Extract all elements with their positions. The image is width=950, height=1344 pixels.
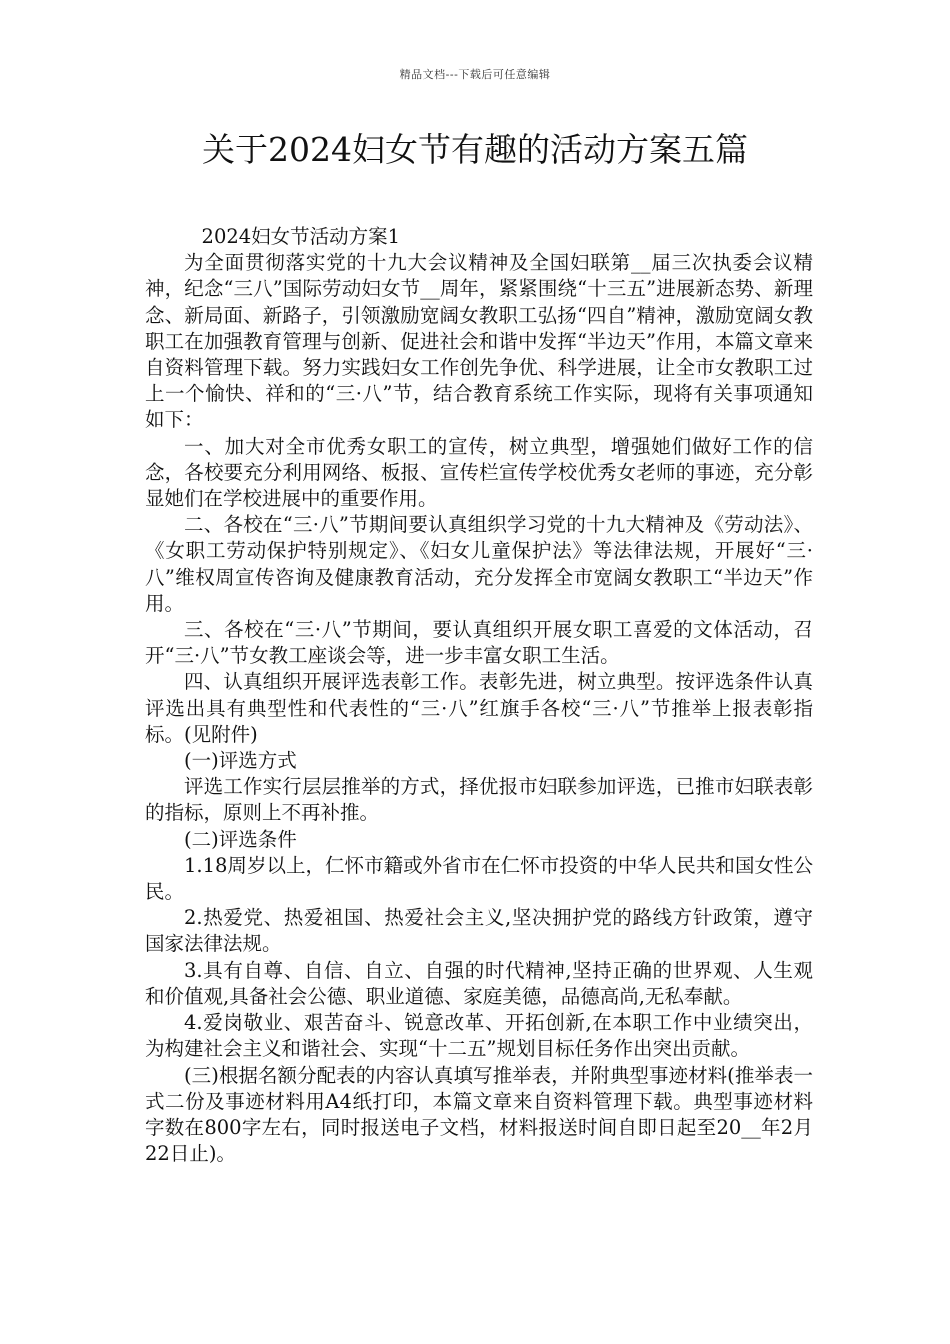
paragraph-item-4: 四、认真组织开展评选表彰工作。表彰先进，树立典型。按评选条件认真评选出具有典型性和代表性的“三·八”红旗手各校“三·八”节推举上报表彰指标。(见附件) xyxy=(145,670,813,746)
document-body xyxy=(145,224,813,1167)
page-header-note: 精品文档---下载后可任意编辑 xyxy=(399,68,551,81)
paragraph-submission: (三)根据名额分配表的内容认真填写推举表，并附典型事迹材料(推举表一式二份及事迹材料用A4纸打印，本篇文章来自资料管理下载。典型事迹材料字数在800字左右，同时报送电子文档，材料报送时间自即日起至20__年2月22日止)。 xyxy=(145,1063,813,1166)
criteria-item-3: 3.具有自尊、自信、自立、自强的时代精神,坚持正确的世界观、人生观和价值观,具备社会公德、职业道德、家庭美德，品德高尚,无私奉献。 xyxy=(145,958,813,1008)
paragraph-selection-method: 评选工作实行层层推举的方式，择优报市妇联参加评选，已推市妇联表彰的指标，原则上不再补推。 xyxy=(145,775,813,825)
criteria-item-4: 4.爱岗敬业、艰苦奋斗、锐意改革、开拓创新,在本职工作中业绩突出，为构建社会主义和谐社会、实现“十二五”规划目标任务作出突出贡献。 xyxy=(145,1011,813,1061)
criteria-item-2: 2.热爱党、热爱祖国、热爱社会主义,坚决拥护党的路线方针政策，遵守国家法律法规。 xyxy=(145,906,813,956)
section-heading: 2024妇女节活动方案1 xyxy=(201,225,401,248)
criteria-item-1: 1.18周岁以上，仁怀市籍或外省市在仁怀市投资的中华人民共和国女性公民。 xyxy=(145,853,813,904)
paragraph-item-2: 二、各校在“三·八”节期间要认真组织学习党的十九大精神及《劳动法》、《女职工劳动保护特别规定》、《妇女儿童保护法》等法律法规，开展好“三·八”维权周宣传咨询及健康教育活动，充分发挥全市宽阔女教职工“半边天”作用。 xyxy=(145,513,813,615)
paragraph-intro: 为全面贯彻落实党的十九大会议精神及全国妇联第__届三次执委会议精神，纪念“三八”国际劳动妇女节__周年，紧紧围绕“十三五”进展新态势、新理念、新局面、新路子，引领激励宽阔女教职工弘扬“四自”精神，激励宽阔女教职工在加强教育管理与创新、促进社会和谐中发挥“半边天”作用，本篇文章来自资料管理下载。努力实践妇女工作创先争优、科学进展，让全市女教职工过上一个愉快、祥和的“三·八”节，结合教育系统工作实际，现将有关事项通知如下： xyxy=(145,251,813,432)
subheading-selection-method: (一)评选方式 xyxy=(184,749,297,773)
document-title: 关于2024妇女节有趣的活动方案五篇 xyxy=(202,130,748,169)
subheading-selection-criteria: (二)评选条件 xyxy=(184,827,297,851)
paragraph-item-3: 三、各校在“三·八”节期间，要认真组织开展女职工喜爱的文体活动，召开“三·八”节女教工座谈会等，进一步丰富女职工生活。 xyxy=(145,618,813,668)
paragraph-item-1: 一、加大对全市优秀女职工的宣传，树立典型，增强她们做好工作的信念，各校要充分利用网络、板报、宣传栏宣传学校优秀女老师的事迹，充分彰显她们在学校进展中的重要作用。 xyxy=(145,434,813,511)
